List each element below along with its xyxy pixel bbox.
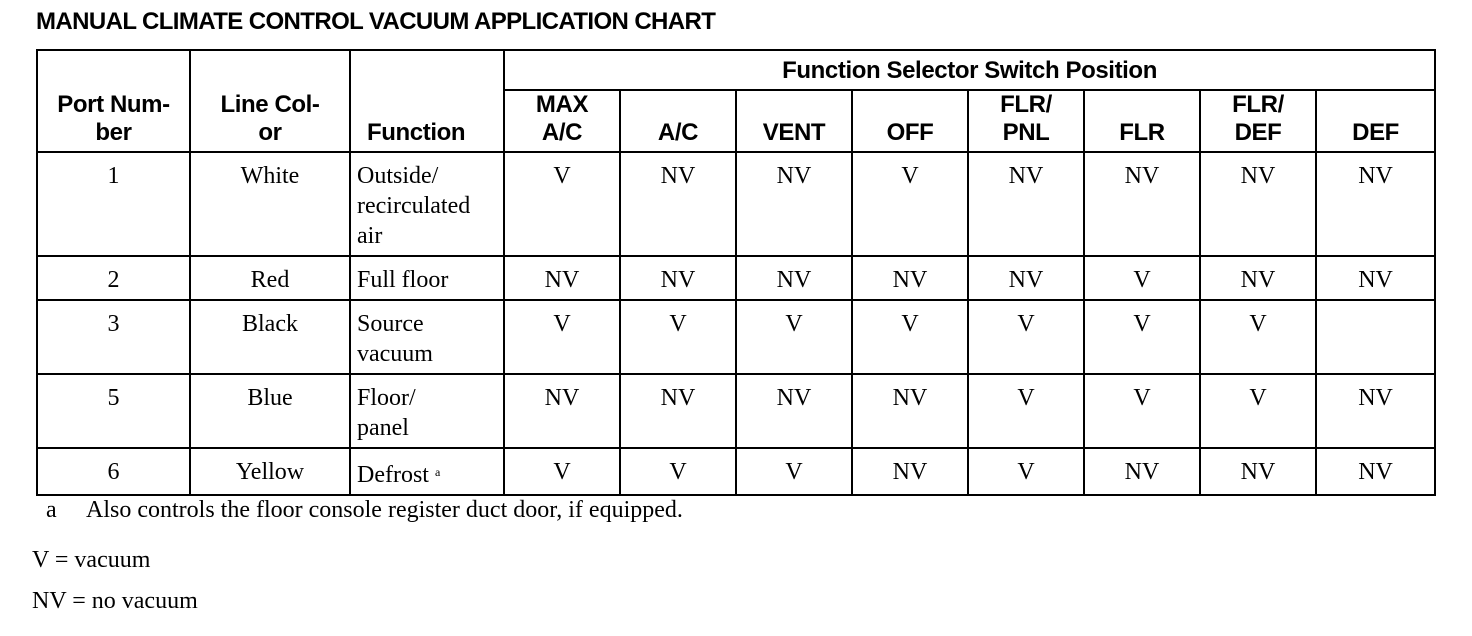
header-position-label: DEF: [1234, 119, 1282, 146]
value-cell: NV: [504, 374, 620, 448]
function-line: Defrost: [357, 462, 429, 488]
function-cell: [350, 300, 504, 374]
header-position-label: OFF: [886, 119, 934, 146]
function-line: Floor/: [357, 385, 416, 411]
value-cell: NV: [504, 256, 620, 300]
value-cell: V: [1084, 256, 1200, 300]
table-footnote: [46, 497, 683, 524]
header-position-label: A/C: [657, 119, 699, 146]
port-cell: 1: [37, 152, 190, 256]
value-cell: NV: [968, 152, 1084, 256]
value-cell: NV: [620, 256, 736, 300]
value-cell: V: [504, 448, 620, 495]
header-position-label: PNL: [1002, 119, 1050, 146]
value-cell: NV: [736, 374, 852, 448]
function-line: recirculated: [357, 193, 471, 219]
value-cell: V: [1084, 300, 1200, 374]
footnote-mark: a: [46, 497, 57, 523]
header-position-label: FLR: [1119, 119, 1165, 146]
value-cell: V: [852, 152, 968, 256]
table-row: [37, 300, 1435, 374]
header-position-off: [852, 90, 968, 152]
table-row: [37, 152, 1435, 256]
value-cell: V: [968, 300, 1084, 374]
value-cell: NV: [1316, 256, 1435, 300]
header-position-flr-def: [1200, 90, 1316, 152]
header-selector-group: Function Selector Switch Position: [504, 50, 1435, 90]
function-cell: [350, 152, 504, 256]
port-cell: 5: [37, 374, 190, 448]
chart-title: MANUAL CLIMATE CONTROL VACUUM APPLICATION CHART: [36, 8, 716, 35]
table-row: [37, 256, 1435, 300]
value-cell: NV: [852, 256, 968, 300]
value-cell: NV: [736, 152, 852, 256]
header-port-line-2: ber: [95, 119, 132, 146]
value-cell: V: [620, 448, 736, 495]
header-port-number: [37, 50, 190, 152]
table-row: [37, 448, 1435, 495]
value-cell: V: [1084, 374, 1200, 448]
value-cell: V: [504, 152, 620, 256]
header-port-line-1: Port Num-: [57, 91, 170, 118]
value-cell: V: [852, 300, 968, 374]
header-position-ac: [620, 90, 736, 152]
function-line: Outside/: [357, 163, 439, 189]
function-cell: [350, 448, 504, 495]
header-position-flr: [1084, 90, 1200, 152]
header-color-line-1: Line Col-: [220, 91, 320, 118]
value-cell: NV: [620, 374, 736, 448]
value-cell: NV: [1084, 448, 1200, 495]
value-cell: NV: [736, 256, 852, 300]
function-line: vacuum: [357, 341, 433, 367]
header-position-vent: [736, 90, 852, 152]
header-position-label: FLR/: [1000, 91, 1052, 118]
value-cell: V: [968, 448, 1084, 495]
function-cell: [350, 256, 504, 300]
vacuum-application-table: [36, 49, 1436, 496]
header-position-label: DEF: [1352, 119, 1399, 146]
line-color-cell: Red: [190, 256, 350, 300]
header-position-label: VENT: [762, 119, 826, 146]
header-row-group: [37, 50, 1435, 90]
value-cell: V: [736, 448, 852, 495]
value-cell: V: [1200, 300, 1316, 374]
header-position-label: A/C: [541, 119, 583, 146]
value-cell: NV: [1200, 152, 1316, 256]
line-color-cell: Blue: [190, 374, 350, 448]
header-position-label: MAX: [535, 91, 589, 118]
value-cell: NV: [1316, 152, 1435, 256]
header-position-flr-pnl: [968, 90, 1084, 152]
header-position-max-ac: [504, 90, 620, 152]
line-color-cell: Black: [190, 300, 350, 374]
function-line: panel: [357, 415, 409, 441]
header-position-label: FLR/: [1232, 91, 1284, 118]
function-cell: [350, 374, 504, 448]
value-cell: NV: [852, 448, 968, 495]
value-cell: V: [968, 374, 1084, 448]
header-position-def: [1316, 90, 1435, 152]
value-cell: V: [504, 300, 620, 374]
value-cell: NV: [1316, 374, 1435, 448]
value-cell: NV: [1316, 448, 1435, 495]
value-cell: V: [1200, 374, 1316, 448]
value-cell: NV: [852, 374, 968, 448]
value-cell: NV: [1200, 448, 1316, 495]
line-color-cell: Yellow: [190, 448, 350, 495]
header-function: Function: [350, 50, 504, 152]
port-cell: 2: [37, 256, 190, 300]
legend-no-vacuum: NV = no vacuum: [32, 588, 198, 614]
footnote-marker: a: [434, 465, 441, 479]
header-color-line-2: or: [258, 119, 282, 146]
function-line: Full floor: [357, 267, 449, 293]
value-cell: NV: [1200, 256, 1316, 300]
line-color-cell: White: [190, 152, 350, 256]
function-line: Source: [357, 311, 424, 337]
value-cell: NV: [1084, 152, 1200, 256]
value-cell: V: [620, 300, 736, 374]
port-cell: 3: [37, 300, 190, 374]
value-cell: NV: [968, 256, 1084, 300]
header-line-color: [190, 50, 350, 152]
value-cell: NV: [620, 152, 736, 256]
value-cell: V: [736, 300, 852, 374]
footnote-text: Also controls the floor console register duct door, if equipped.: [86, 497, 683, 523]
port-cell: 6: [37, 448, 190, 495]
function-line: air: [357, 223, 383, 249]
legend-vacuum: V = vacuum: [32, 547, 151, 573]
value-cell: [1316, 300, 1435, 374]
table-row: [37, 374, 1435, 448]
